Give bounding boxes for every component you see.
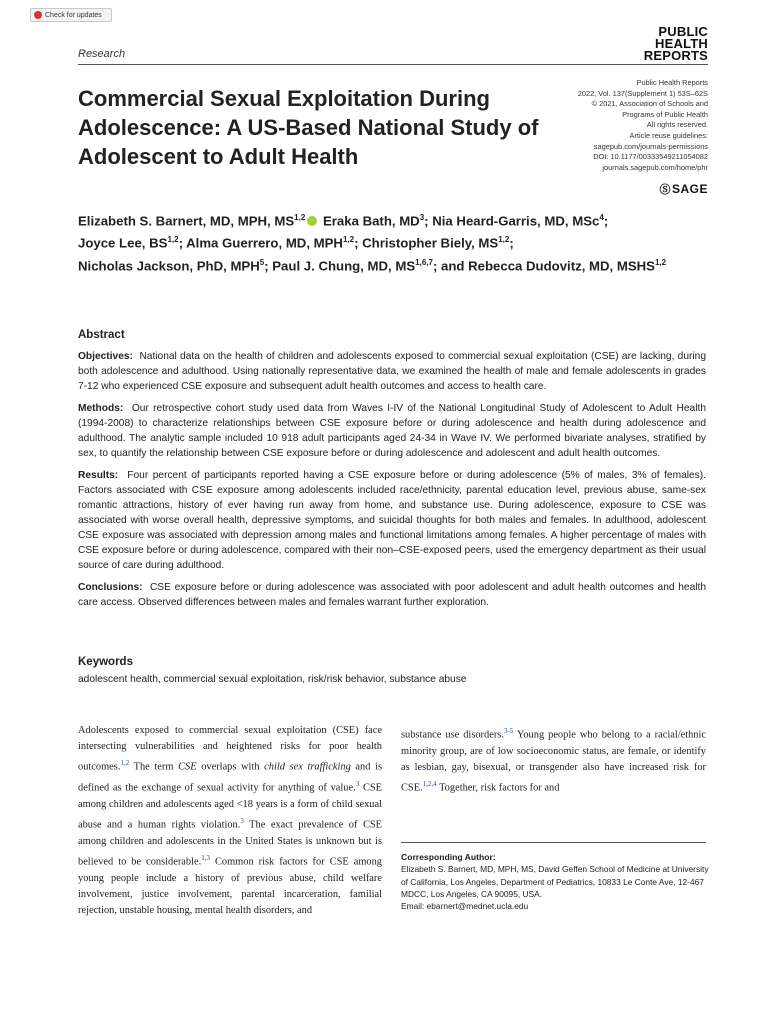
keywords [78, 656, 706, 685]
correspondence-heading: Corresponding Author: [401, 852, 496, 862]
abstract-text: Four percent of participants reported having a CSE exposure before or during adolescence (5% of males, 3% of females). Factors associated with CSE exposure among adolescents included race/ethnicity, parental education level, previous abuse, same-sex romantic attractions, history of ever having run away from home, and substance use. During adolescence, exposure to CSE was associated with worse overall health, depressive symptoms, and suicidal thoughts for both males and females. In adulthood, adolescent CSE exposure was associated with depression among males and functional limitations among females. A higher percentage of males with CSE exposure before or during adolescence, compared with their non–CSE-exposed peers, used the emergency department as their usual source of care during adulthood. [78, 470, 706, 571]
body-text: overlaps with [196, 761, 265, 773]
meta-line[interactable]: journals.sagepub.com/home/phr [602, 162, 708, 172]
body-text: Young people who belong to a racial/ethnic minority group, are of low socioeconomic status, are female, or identify as lesbian, gay, bisexual, or transgender also have increased risk for CSE. [401, 729, 707, 794]
check-for-updates-badge[interactable] [30, 8, 112, 22]
sage-logo-icon: Ⓢ [659, 184, 671, 196]
abstract-text: Our retrospective cohort study used data from Waves I-IV of the National Longitudinal Study of Adolescent to Adult Health (1994-2008) to characterize relationships between CSE exposure before or during adolescence and health during adolescence and adulthood. The analytic sample included 10 918 adult participants aged 24-34 in Wave IV. We performed bivariate analyses, stratified by sex, to quantify the relationship between CSE exposure before or during adolescence and adolescent and adult health outcomes. [78, 403, 706, 459]
citation-ref[interactable]: 1,2 [120, 759, 130, 768]
crossmark-icon [34, 11, 42, 19]
citation-ref[interactable]: 3-5 [503, 727, 514, 735]
body-column-left [78, 723, 382, 919]
author-affiliation: 1,2 [654, 257, 667, 267]
author-name: Rebecca Dudovitz, MD, MSHS [468, 258, 655, 274]
corresponding-author [401, 851, 713, 912]
author-affiliation: 4 [599, 213, 604, 222]
author-separator: ; [178, 235, 187, 251]
author-name: Nia Heard-Garris, MD, MSc [432, 213, 600, 229]
author-name: Paul J. Chung, MD, MS [272, 258, 416, 274]
citation-ref[interactable]: 1,3 [201, 853, 210, 862]
meta-line: All rights reserved. [646, 120, 708, 130]
author-affiliation: 1,2 [498, 235, 510, 245]
author-affiliation: 1,2 [294, 213, 306, 222]
author-name: Joyce Lee, BS [78, 235, 168, 251]
author-separator: ; [424, 213, 433, 229]
meta-line: © 2021, Association of Schools and [591, 99, 708, 109]
abstract-text: National data on the health of children and adolescents exposed to commercial sexual exploitation (CSE) are lacking, during both adolescence and adulthood. Using nationally representative data, we examined the health of male and female adolescents in grades 7-12 who experienced CSE exposure and subsequent adult health outcomes and access to health care. [78, 351, 706, 392]
body-text: Adolescents exposed to commercial sexual exploitation (CSE) face intersecting vulnerabilities and heightened risks for poor health outcomes. [78, 725, 382, 773]
citation-ref[interactable]: 1,2,4 [422, 780, 437, 789]
abstract-label: Conclusions: [78, 582, 143, 593]
body-term: CSE [178, 761, 197, 773]
keywords-heading: Keywords [78, 656, 133, 668]
header-rule [78, 64, 708, 65]
author-separator: ; [264, 258, 273, 274]
body-text: Together, risk factors for and [436, 782, 560, 794]
body-text: The exact prevalence of CSE among children and adolescents in the United States is unknown but is believed to be considerable. [78, 819, 383, 868]
publisher-logo [659, 181, 708, 197]
meta-line: Article reuse guidelines: [629, 130, 708, 140]
abstract-label: Results: [78, 470, 119, 481]
correspondence-rule [401, 842, 706, 843]
body-text: and is defined as the exchange of sexual activity for anything of value. [78, 761, 382, 794]
correspondence-address: Elizabeth S. Barnert, MD, MPH, MS, David Geffen School of Medicine at University of California, Los Angeles, Department of Pediatrics, 10833 Le Conte Ave, 12-467 MDCC, Los Angeles, CA 90095, USA. [401, 864, 709, 899]
author-name: Alma Guerrero, MD, MPH [186, 235, 343, 251]
journal-logo-line: PUBLIC [658, 24, 708, 39]
author-list [78, 208, 718, 275]
author-separator: ; and [432, 258, 469, 274]
citation-ref[interactable]: 3 [355, 780, 360, 789]
doi-line[interactable]: DOI: 10.1177/00333549211054082 [593, 152, 708, 162]
keywords-list: adolescent health, commercial sexual exploitation, risk/risk behavior, substance abuse [78, 674, 467, 685]
orcid-icon[interactable] [307, 216, 317, 226]
abstract-text: CSE exposure before or during adolescence was associated with poor adolescent and adult health outcomes and health care access. Observed differences between males and females warrant further exploration. [78, 582, 706, 608]
meta-line: Public Health Reports [636, 78, 708, 87]
meta-line: 2022, Vol. 137(Supplement 1) 53S–62S [577, 88, 708, 98]
abstract-objectives [78, 349, 706, 394]
author-affiliation: 1,6,7 [415, 257, 433, 267]
author-name: Elizabeth S. Barnert, MD, MPH, MS [78, 213, 295, 229]
abstract [78, 328, 706, 617]
author-separator: ; [603, 213, 609, 229]
section-label: Research [78, 48, 126, 60]
abstract-conclusions [78, 580, 706, 610]
abstract-label: Objectives: [78, 351, 133, 362]
body-term: child sex trafficking [264, 761, 351, 773]
body-text: Common risk factors for CSE among young people include a history of previous abuse, child welfare involvement, justice involvement, parental incarceration, familial rejection, unstable housing, mental health disorders, and [78, 856, 383, 916]
author-separator: ; [509, 235, 514, 251]
author-affiliation: 5 [259, 257, 265, 267]
body-column-right [401, 723, 706, 797]
meta-line[interactable]: sagepub.com/journals-permissions [593, 141, 708, 151]
author-name: Christopher Biely, MS [362, 235, 499, 251]
author-name: Nicholas Jackson, PhD, MPH [78, 258, 260, 274]
check-for-updates-label: Check for updates [45, 11, 102, 19]
meta-line: Programs of Public Health [622, 109, 708, 119]
article-title: Commercial Sexual Exploitation During Adolescence: A US-Based National Study of Adolescent to Adult Health [78, 86, 539, 169]
abstract-label: Methods: [78, 403, 124, 414]
abstract-results [78, 468, 706, 573]
journal-logo-line: REPORTS [643, 48, 708, 63]
author-affiliation: 1,2 [342, 235, 355, 245]
author-name: Eraka Bath, MD [322, 213, 420, 229]
journal-logo-line: HEALTH [655, 36, 708, 51]
abstract-methods [78, 401, 706, 461]
author-separator: ; [354, 235, 363, 251]
publisher-name: SAGE [671, 182, 708, 196]
journal-logo [644, 26, 708, 62]
abstract-heading: Abstract [78, 329, 125, 341]
body-text: The term [129, 761, 179, 773]
body-text: substance use disorders. [401, 729, 504, 741]
author-affiliation: 1,2 [167, 235, 179, 245]
citation-ref[interactable]: 3 [240, 816, 244, 825]
publication-meta [508, 78, 708, 173]
author-affiliation: 3 [419, 213, 425, 222]
correspondence-email[interactable]: Email: ebarnert@mednet.ucla.edu [401, 901, 529, 912]
body-text: CSE among children and adolescents aged <18 years is a form of child sexual abuse and a human rights violation. [78, 782, 382, 831]
